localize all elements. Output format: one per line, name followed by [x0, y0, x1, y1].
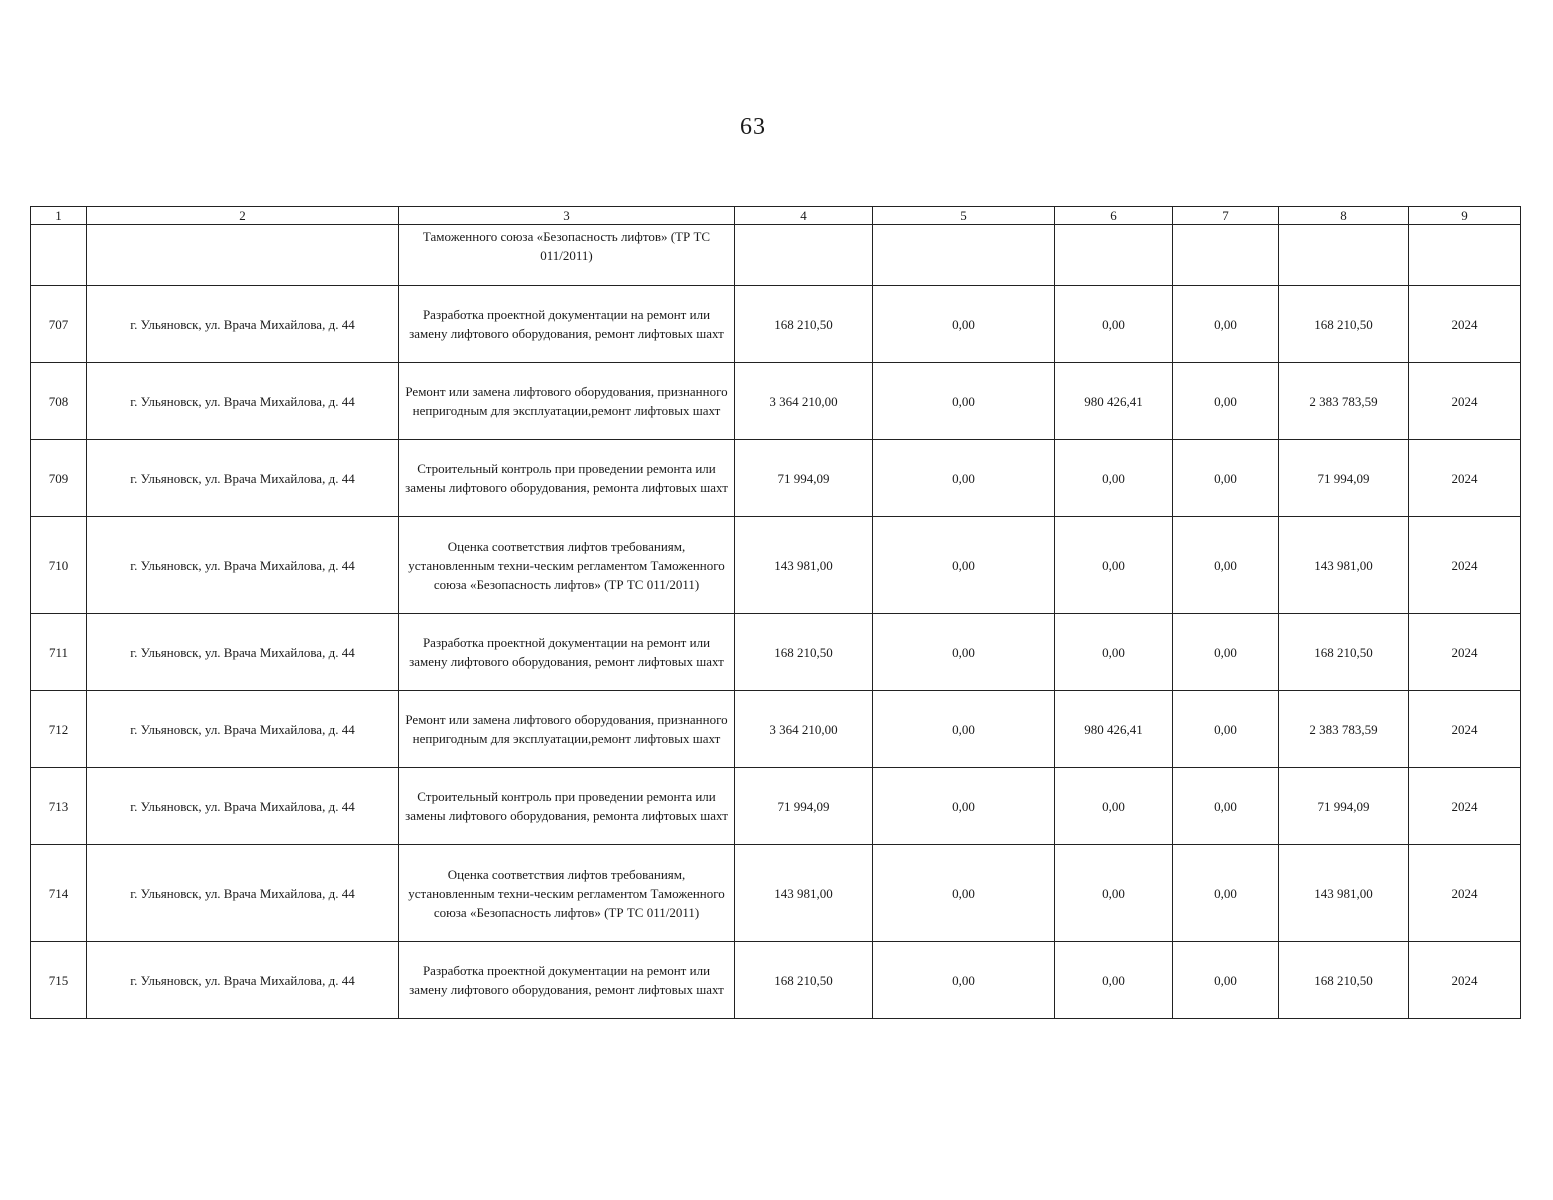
total-cost-cell: 168 210,50 — [735, 286, 873, 363]
year-cell: 2024 — [1409, 440, 1521, 517]
cost-col6-cell: 0,00 — [1055, 768, 1173, 845]
cost-col7-cell: 0,00 — [1173, 691, 1279, 768]
cost-col6-cell: 0,00 — [1055, 942, 1173, 1019]
table-row — [31, 440, 1521, 517]
address-cell: г. Ульяновск, ул. Врача Михайлова, д. 44 — [87, 768, 399, 845]
column-header: 7 — [1173, 207, 1279, 225]
table-row — [31, 517, 1521, 614]
address-cell: г. Ульяновск, ул. Врача Михайлова, д. 44 — [87, 363, 399, 440]
address-cell: г. Ульяновск, ул. Врача Михайлова, д. 44 — [87, 286, 399, 363]
work-type-cell: Оценка соответствия лифтов требованиям, установленным техни-ческим регламентом Таможенного союза «Безопасность лифтов» (ТР ТС 011/2011) — [399, 845, 735, 942]
work-type-cell: Разработка проектной документации на ремонт или замену лифтового оборудования, ремонт лифтовых шахт — [399, 286, 735, 363]
column-header: 9 — [1409, 207, 1521, 225]
cost-col8-cell: 168 210,50 — [1279, 614, 1409, 691]
cost-col8-cell: 143 981,00 — [1279, 517, 1409, 614]
table-row — [31, 845, 1521, 942]
address-cell: г. Ульяновск, ул. Врача Михайлова, д. 44 — [87, 942, 399, 1019]
column-header: 1 — [31, 207, 87, 225]
cost-col6-cell: 980 426,41 — [1055, 691, 1173, 768]
cost-col8-cell: 71 994,09 — [1279, 768, 1409, 845]
cost-col6-cell: 0,00 — [1055, 614, 1173, 691]
table-row — [31, 614, 1521, 691]
year-cell: 2024 — [1409, 614, 1521, 691]
address-cell — [87, 225, 399, 286]
total-cost-cell: 71 994,09 — [735, 440, 873, 517]
work-type-cell: Разработка проектной документации на ремонт или замену лифтового оборудования, ремонт лифтовых шахт — [399, 942, 735, 1019]
row-number-cell: 714 — [31, 845, 87, 942]
address-cell: г. Ульяновск, ул. Врача Михайлова, д. 44 — [87, 614, 399, 691]
cost-col8-cell: 2 383 783,59 — [1279, 363, 1409, 440]
cost-col5-cell: 0,00 — [873, 691, 1055, 768]
cost-col6-cell: 0,00 — [1055, 517, 1173, 614]
cost-col5-cell: 0,00 — [873, 614, 1055, 691]
cost-col8-cell: 168 210,50 — [1279, 942, 1409, 1019]
cost-col8-cell — [1279, 225, 1409, 286]
row-number-cell — [31, 225, 87, 286]
row-number-cell: 708 — [31, 363, 87, 440]
cost-col5-cell: 0,00 — [873, 768, 1055, 845]
year-cell: 2024 — [1409, 363, 1521, 440]
address-cell: г. Ульяновск, ул. Врача Михайлова, д. 44 — [87, 517, 399, 614]
work-type-cell: Оценка соответствия лифтов требованиям, установленным техни-ческим регламентом Таможенного союза «Безопасность лифтов» (ТР ТС 011/2011) — [399, 517, 735, 614]
cost-col7-cell: 0,00 — [1173, 942, 1279, 1019]
cost-col8-cell: 168 210,50 — [1279, 286, 1409, 363]
work-type-cell: Таможенного союза «Безопасность лифтов» (ТР ТС 011/2011) — [399, 225, 735, 286]
column-number-row — [31, 207, 1521, 225]
cost-col5-cell: 0,00 — [873, 440, 1055, 517]
row-number-cell: 712 — [31, 691, 87, 768]
cost-col7-cell: 0,00 — [1173, 845, 1279, 942]
year-cell: 2024 — [1409, 517, 1521, 614]
cost-col7-cell: 0,00 — [1173, 517, 1279, 614]
total-cost-cell: 143 981,00 — [735, 845, 873, 942]
total-cost-cell: 168 210,50 — [735, 614, 873, 691]
total-cost-cell: 3 364 210,00 — [735, 691, 873, 768]
column-header: 3 — [399, 207, 735, 225]
total-cost-cell — [735, 225, 873, 286]
work-type-cell: Разработка проектной документации на ремонт или замену лифтового оборудования, ремонт лифтовых шахт — [399, 614, 735, 691]
total-cost-cell: 3 364 210,00 — [735, 363, 873, 440]
year-cell: 2024 — [1409, 942, 1521, 1019]
column-header: 5 — [873, 207, 1055, 225]
work-type-cell: Строительный контроль при проведении ремонта или замены лифтового оборудования, ремонта лифтовых шахт — [399, 768, 735, 845]
year-cell — [1409, 225, 1521, 286]
year-cell: 2024 — [1409, 691, 1521, 768]
year-cell: 2024 — [1409, 286, 1521, 363]
cost-col6-cell: 980 426,41 — [1055, 363, 1173, 440]
cost-col6-cell — [1055, 225, 1173, 286]
total-cost-cell: 143 981,00 — [735, 517, 873, 614]
address-cell: г. Ульяновск, ул. Врача Михайлова, д. 44 — [87, 691, 399, 768]
cost-col5-cell: 0,00 — [873, 845, 1055, 942]
work-type-cell: Ремонт или замена лифтового оборудования, признанного непригодным для эксплуатации,ремонт лифтовых шахт — [399, 691, 735, 768]
total-cost-cell: 71 994,09 — [735, 768, 873, 845]
cost-col7-cell: 0,00 — [1173, 440, 1279, 517]
cost-col5-cell: 0,00 — [873, 942, 1055, 1019]
cost-col5-cell: 0,00 — [873, 286, 1055, 363]
column-header: 4 — [735, 207, 873, 225]
column-header: 2 — [87, 207, 399, 225]
table-row — [31, 286, 1521, 363]
year-cell: 2024 — [1409, 845, 1521, 942]
page-number: 63 — [740, 114, 766, 140]
cost-col6-cell: 0,00 — [1055, 845, 1173, 942]
table-row — [31, 691, 1521, 768]
row-number-cell: 715 — [31, 942, 87, 1019]
cost-col8-cell: 2 383 783,59 — [1279, 691, 1409, 768]
address-cell: г. Ульяновск, ул. Врача Михайлова, д. 44 — [87, 440, 399, 517]
cost-col5-cell: 0,00 — [873, 363, 1055, 440]
table-row — [31, 768, 1521, 845]
cost-col7-cell: 0,00 — [1173, 614, 1279, 691]
row-number-cell: 710 — [31, 517, 87, 614]
cost-col8-cell: 71 994,09 — [1279, 440, 1409, 517]
continuation-row — [31, 225, 1521, 286]
work-type-cell: Строительный контроль при проведении ремонта или замены лифтового оборудования, ремонта лифтовых шахт — [399, 440, 735, 517]
repair-program-table — [30, 206, 1521, 1019]
table-row — [31, 363, 1521, 440]
cost-col7-cell: 0,00 — [1173, 768, 1279, 845]
cost-col5-cell: 0,00 — [873, 517, 1055, 614]
cost-col7-cell: 0,00 — [1173, 286, 1279, 363]
cost-col7-cell: 0,00 — [1173, 363, 1279, 440]
row-number-cell: 707 — [31, 286, 87, 363]
total-cost-cell: 168 210,50 — [735, 942, 873, 1019]
work-type-cell: Ремонт или замена лифтового оборудования, признанного непригодным для эксплуатации,ремонт лифтовых шахт — [399, 363, 735, 440]
cost-col7-cell — [1173, 225, 1279, 286]
year-cell: 2024 — [1409, 768, 1521, 845]
row-number-cell: 711 — [31, 614, 87, 691]
row-number-cell: 713 — [31, 768, 87, 845]
address-cell: г. Ульяновск, ул. Врача Михайлова, д. 44 — [87, 845, 399, 942]
row-number-cell: 709 — [31, 440, 87, 517]
column-header: 8 — [1279, 207, 1409, 225]
table-row — [31, 942, 1521, 1019]
cost-col5-cell — [873, 225, 1055, 286]
column-header: 6 — [1055, 207, 1173, 225]
cost-col6-cell: 0,00 — [1055, 286, 1173, 363]
cost-col8-cell: 143 981,00 — [1279, 845, 1409, 942]
cost-col6-cell: 0,00 — [1055, 440, 1173, 517]
